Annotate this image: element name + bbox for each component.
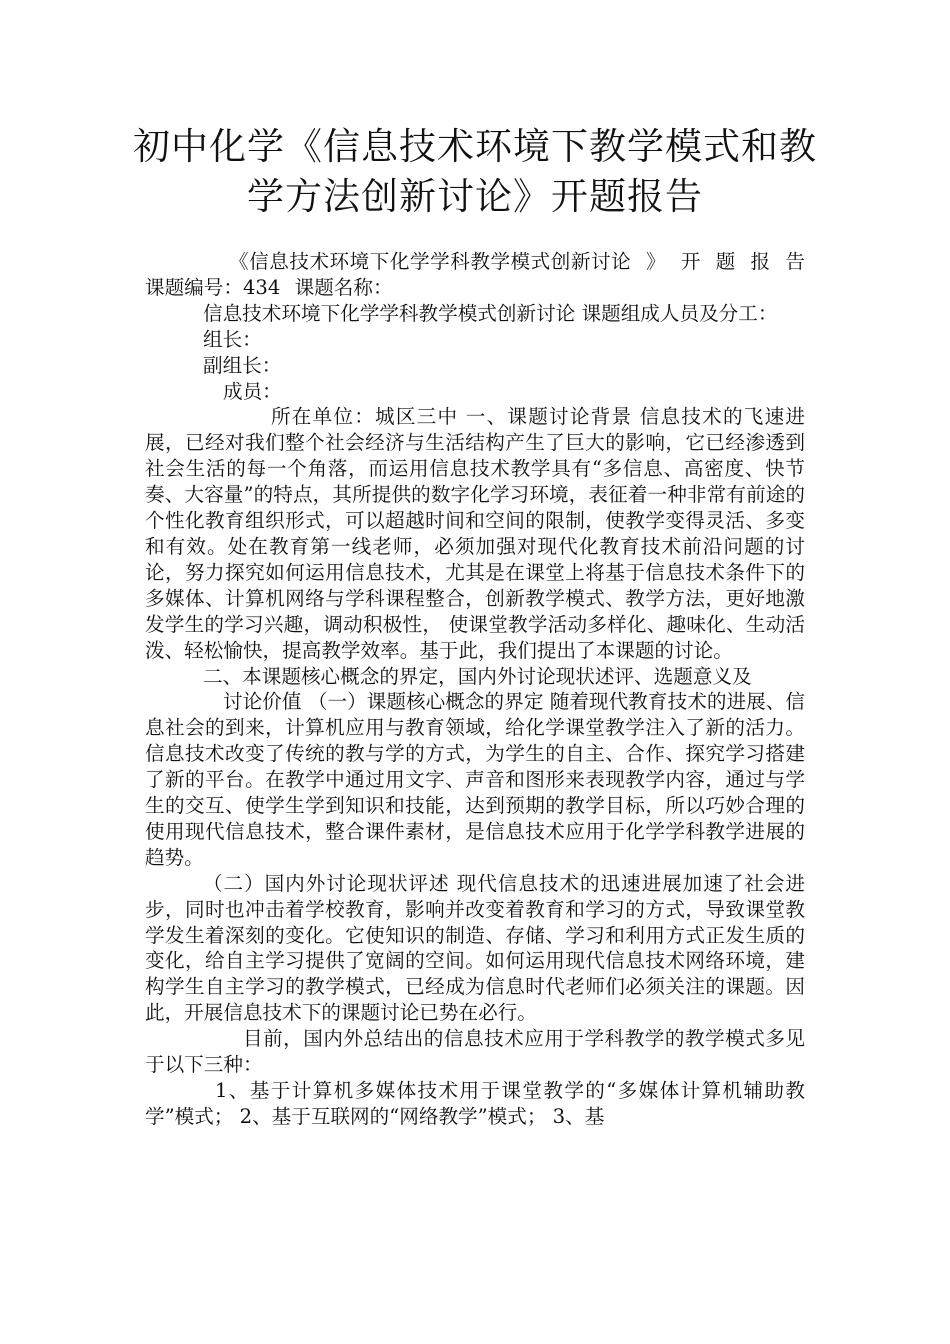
paragraph-domestic-foreign-review: （二）国内外讨论现状评述 现代信息技术的迅速进展加速了社会进步，同时也冲击着学校教育，影响并改变着教育和学习的方式，导致课堂教学发生着深刻的变化。它使知识的制造、存储、学习和利用方式正发生质的变化，给自主学习提供了宽阔的空间。如何运用现代信息技术网络环境，建构学生自主学习的教学模式，已经成为信息时代老师们必须关注的课题。因此，开展信息技术下的课题讨论已势在必行。	[145, 871, 805, 1025]
paragraph-members: 成员：	[223, 379, 282, 403]
document-title	[120, 122, 830, 222]
paragraph-project-members: 信息技术环境下化学学科教学模式创新讨论 课题组成人员及分工：	[203, 301, 778, 325]
paragraph-research-background: 所在单位：城区三中 一、课题讨论背景 信息技术的飞速进展，已经对我们整个社会经济与生活结构产生了巨大的影响，它已经渗透到社会生活的每一个角落，而运用信息技术教学具有“多信息、高密度、快节奏、大容量”的特点，其所提供的数字化学习环境，表征着一种非常有前途的个性化教育组织形式，可以超越时间和空间的限制，使教学变得灵活、多变和有效。处在教育第一线老师，必须加强对现代化教育技术前沿问题的讨论，努力探究如何运用信息技术，尤其是在课堂上将基于信息技术条件下的多媒体、计算机网络与学科课程整合，创新教学模式、教学方法，更好地激发学生的学习兴趣，调动积极性， 使课堂教学活动多样化、趣味化、生动活泼、轻松愉快，提高教学效率。基于此，我们提出了本课题的讨论。	[145, 405, 805, 662]
paragraph-section-two-heading: 二、本课题核心概念的界定，国内外讨论现状述评、选题意义及	[203, 664, 752, 688]
paragraph-current-models: 目前，国内外总结出的信息技术应用于学科教学的教学模式多见于以下三种：	[145, 1027, 805, 1077]
paragraph-model-list: 1、基于计算机多媒体技术用于课堂教学的“多媒体计算机辅助教学”模式； 2、基于互联网的“网络教学”模式； 3、基	[145, 1079, 805, 1128]
paragraph-group-leader: 组长：	[203, 327, 262, 351]
title-line-1: 初中化学《信息技术环境下教学模式和教	[133, 125, 817, 168]
document-body	[145, 249, 805, 1130]
paragraph-project-header: 《信息技术环境下化学学科教学模式创新讨论 》 开 题 报 告 课题编号：434 课题名称：	[145, 250, 805, 299]
title-line-2: 学方法创新讨论》开题报告	[247, 175, 703, 218]
paragraph-deputy-leader: 副组长：	[203, 353, 282, 377]
paragraph-core-concepts: 讨论价值 （一）课题核心概念的界定 随着现代教育技术的进展、信息社会的到来，计算机应用与教育领域，给化学课堂教学注入了新的活力。信息技术改变了传统的教与学的方式，为学生的自主、合作、探究学习搭建了新的平台。在教学中通过用文字、声音和图形来表现教学内容，通过与学生的交互、使学生学到知识和技能，达到预期的教学目标，所以巧妙合理的使用现代信息技术，整合课件素材，是信息技术应用于化学学科教学进展的趋势。	[145, 690, 805, 869]
